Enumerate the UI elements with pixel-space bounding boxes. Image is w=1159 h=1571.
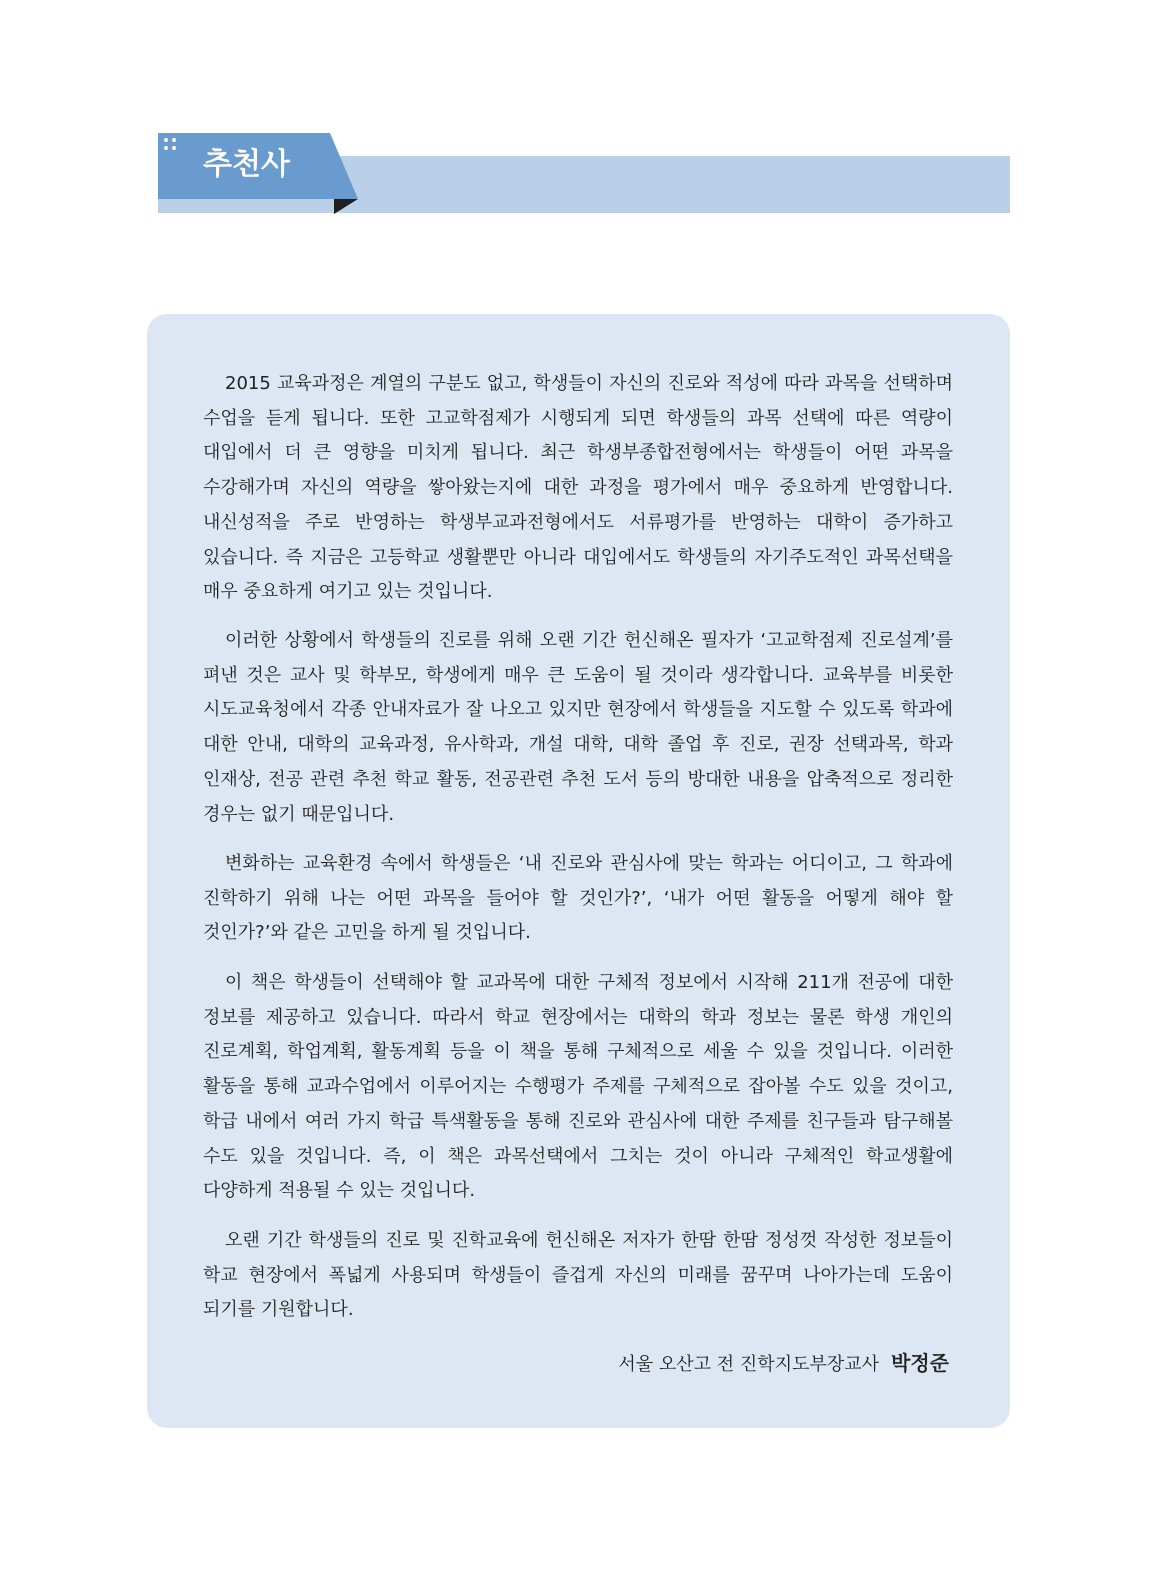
dots-icon bbox=[164, 138, 178, 152]
paragraph-3: 변화하는 교육환경 속에서 학생들은 ‘내 진로와 관심사에 맞는 학과는 어디이고, 그 학과에 진학하기 위해 나는 어떤 과목을 들어야 할 것인가?’, ‘내가 어떤 활동을 어떻게 해야 할 것인가?’와 같은 고민을 하게 될 것입니다. bbox=[203, 853, 953, 944]
paragraph-4: 이 책은 학생들이 선택해야 할 교과목에 대한 구체적 정보에서 시작해 211개 전공에 대한 정보를 제공하고 있습니다. 따라서 학교 현장에서는 대학의 학과 정보는 물론 학생 개인의 진로계획, 학업계획, 활동계획 등을 이 책을 통해 구체적으로 세울 수 있을 것입니다. 이러한 활동을 통해 교과수업에서 이루어지는 수행평가 주제를 구체적으로 잡아볼 수도 있을 것이고, 학급 내에서 여러 가지 학급 특색활동을 통해 진로와 관심사에 대한 주제를 친구들과 탐구해볼 수도 있을 것입니다. 즉, 이 책은 과목선택에서 그치는 것이 아니라 구체적인 학교생활에 다양하게 적용될 수 있는 것입니다. bbox=[203, 972, 953, 1202]
paragraph-5: 오랜 기간 학생들의 진로 및 진학교육에 헌신해온 저자가 한땀 한땀 정성껏 작성한 정보들이 학교 현장에서 폭넓게 사용되며 학생들이 즐겁게 자신의 미래를 꿈꾸며 나아가는데 도움이 되기를 기원합니다. bbox=[203, 1230, 953, 1321]
signature-name: 박정준 bbox=[891, 1351, 949, 1375]
signature bbox=[618, 1346, 949, 1382]
paragraph-2: 이러한 상황에서 학생들의 진로를 위해 오랜 기간 헌신해온 필자가 ‘고교학점제 진로설계’를 펴낸 것은 교사 및 학부모, 학생에게 매우 큰 도움이 될 것이라 생각합니다. 교육부를 비롯한 시도교육청에서 각종 안내자료가 잘 나오고 있지만 현장에서 학생들을 지도할 수 있도록 학과에 대한 안내, 대학의 교육과정, 유사학과, 개설 대학, 대학 졸업 후 진로, 권장 선택과목, 학과 인재상, 전공 관련 추천 학교 활동, 전공관련 추천 도서 등의 방대한 내용을 압축적으로 정리한 경우는 없기 때문입니다. bbox=[203, 630, 953, 825]
signature-affiliation: 서울 오산고 전 진학지도부장교사 bbox=[618, 1354, 880, 1375]
page-title: 추천사 bbox=[203, 147, 290, 182]
paragraph-1: 2015 교육과정은 계열의 구분도 없고, 학생들이 자신의 진로와 적성에 따라 과목을 선택하며 수업을 듣게 됩니다. 또한 고교학점제가 시행되게 되면 학생들의 과목 선택에 따른 역량이 대입에서 더 큰 영향을 미치게 됩니다. 최근 학생부종합전형에서는 학생들이 어떤 과목을 수강해가며 자신의 역량을 쌓아왔는지에 대한 과정을 평가에서 매우 중요하게 반영합니다. 내신성적을 주로 반영하는 학생부교과전형에서도 서류평가를 반영하는 대학이 증가하고 있습니다. 즉 지금은 고등학교 생활뿐만 아니라 대입에서도 학생들의 자기주도적인 과목선택을 매우 중요하게 여기고 있는 것입니다. bbox=[203, 373, 953, 603]
